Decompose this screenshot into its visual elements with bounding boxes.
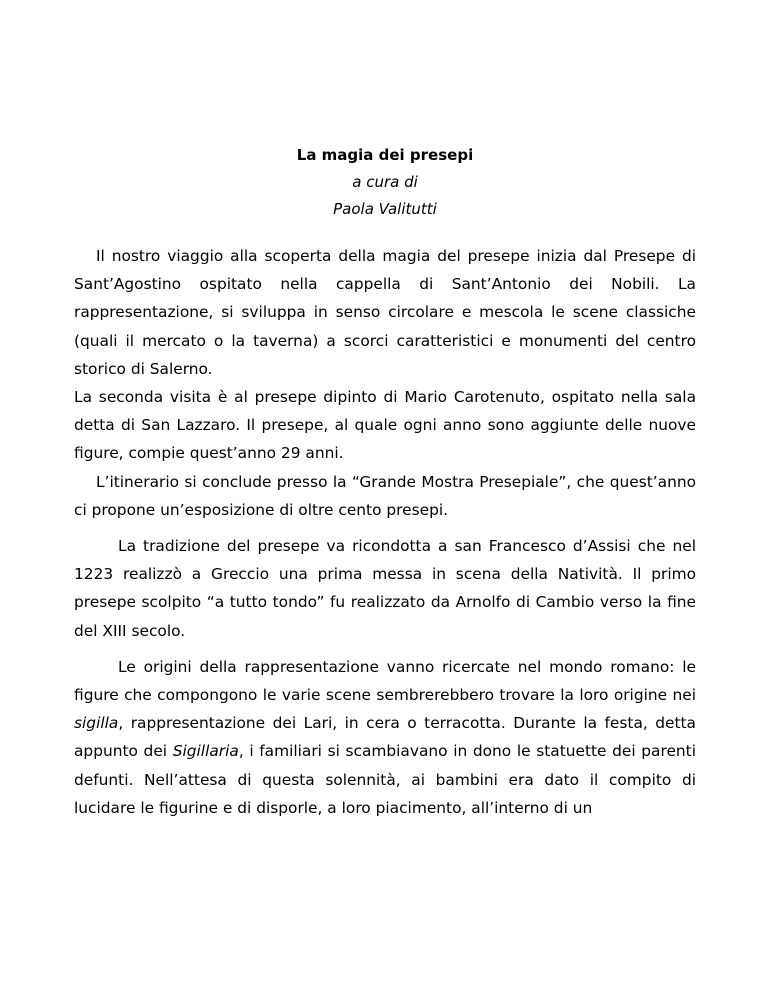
paragraph-5-part-3: , i familiari si scambiavano in dono le statuette dei parenti defunti. Nell’attesa di questa solennità, ai bambini era dato il compito di lucidare le figurine e di disporle, a loro piacimento, all’interno di un [74, 742, 696, 817]
paragraph-5 [74, 653, 696, 822]
paragraph-5-part-1: Le origini della rappresentazione vanno ricercate nel mondo romano: le figure che compongono le varie scene sembrerebbero trovare la loro origine nei [74, 657, 696, 705]
title-block [74, 142, 696, 223]
paragraph-4: La tradizione del presepe va ricondotta a san Francesco d’Assisi che nel 1223 realizzò a Greccio una prima messa in scena della Natività. Il primo presepe scolpito “a tutto tondo” fu realizzato da Arnolfo di Cambio verso la fine del XIII secolo. [74, 537, 696, 640]
paragraph-2: La seconda visita è al presepe dipinto di Mario Carotenuto, ospitato nella sala detta di San Lazzaro. Il presepe, al quale ogni anno sono aggiunte delle nuove figure, compie quest’anno 29 anni. [74, 388, 696, 463]
paragraph-5-part-2: , rappresentazione dei Lari, in cera o terracotta. Durante la festa, detta appunto dei [74, 714, 696, 761]
paragraph-1: Il nostro viaggio alla scoperta della magia del presepe inizia dal Presepe di Sant’Agostino ospitato nella cappella di Sant’Antonio dei Nobili. La rappresentazione, si sviluppa in senso circolare e mescola le scene classiche (quali il mercato o la taverna) a scorci caratteristici e monumenti del centro storico di Salerno. [74, 247, 696, 378]
term-sigilla: sigilla [74, 714, 119, 733]
byline: a cura di [352, 173, 418, 191]
author-name: Paola Valitutti [333, 200, 437, 218]
document-title: La magia dei presepi [296, 146, 474, 164]
term-sigillaria: Sigillaria [172, 742, 239, 761]
paragraph-3: L’itinerario si conclude presso la “Grande Mostra Presepiale”, che quest’anno ci propone un’esposizione di oltre cento presepi. [74, 472, 696, 519]
document-page [74, 142, 696, 822]
